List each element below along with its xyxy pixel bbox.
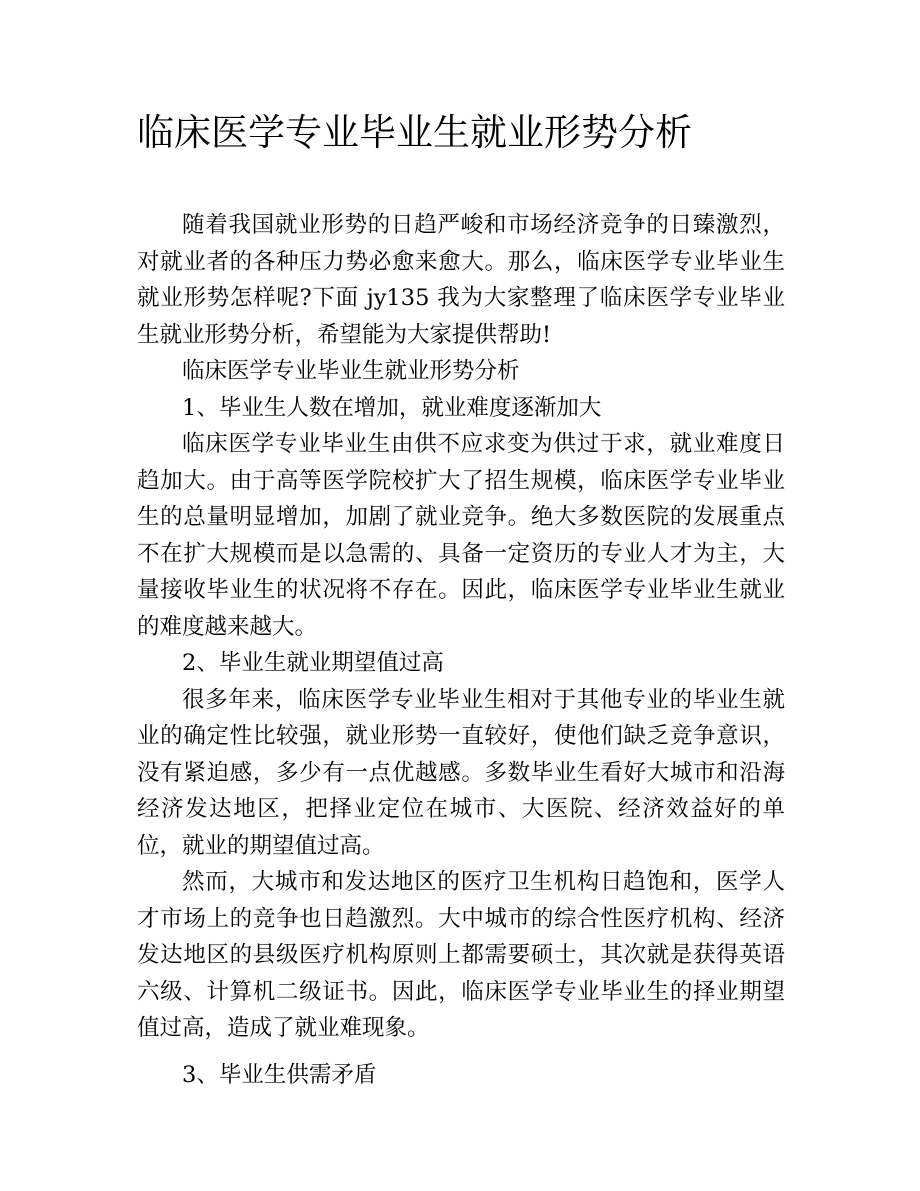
subheading-1: 1、毕业生人数在增加，就业难度逐渐加大 bbox=[182, 394, 602, 421]
subheading-2: 2、毕业生就业期望值过高 bbox=[182, 650, 444, 676]
paragraph-3: 然而，大城市和发达地区的医疗卫生机构日趋饱和，医学人才市场上的竞争也日趋激烈。大中城市的综合性医疗机构、经济发达地区的县级医疗机构原则上都需要硕士，其次就是获得英语六级、计算机二级证书。因此，临床医学专业毕业生的择业期望值过高，造成了就业难现象。 bbox=[137, 869, 785, 1041]
document-body bbox=[137, 207, 785, 1093]
subheading-3: 3、毕业生供需矛盾 bbox=[182, 1061, 377, 1088]
paragraph-1: 临床医学专业毕业生由供不应求变为供过于求，就业难度日趋加大。由于高等医学院校扩大了招生规模，临床医学专业毕业生的总量明显增加，加剧了就业竞争。绝大多数医院的发展重点不在扩大规模而是以急需的、具备一定资历的专业人才为主，大量接收毕业生的状况将不存在。因此，临床医学专业毕业生就业的难度越来越大。 bbox=[137, 431, 785, 640]
intro-paragraph: 随着我国就业形势的日趋严峻和市场经济竞争的日臻激烈，对就业者的各种压力势必愈来愈大。那么，临床医学专业毕业生就业形势怎样呢?下面 jy135 我为大家整理了临床医学专业毕业生就业形势分析，希望能为大家提供帮助! bbox=[137, 212, 785, 348]
paragraph-2: 很多年来，临床医学专业毕业生相对于其他专业的毕业生就业的确定性比较强，就业形势一直较好，使他们缺乏竞争意识，没有紧迫感，多少有一点优越感。多数毕业生看好大城市和沿海经济发达地区，把择业定位在城市、大医院、经济效益好的单位，就业的期望值过高。 bbox=[137, 686, 785, 859]
section-heading: 临床医学专业毕业生就业形势分析 bbox=[182, 358, 520, 384]
document-title: 临床医学专业毕业生就业形势分析 bbox=[137, 111, 692, 154]
